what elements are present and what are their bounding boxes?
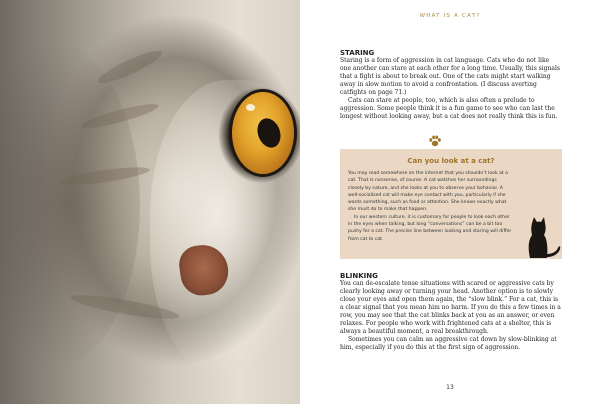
paw-print-icon xyxy=(428,134,442,148)
cat-silhouette-icon xyxy=(516,213,562,259)
sidebar-paragraph-2: In our western culture, it is customary for people to look each other in the eyes when talking, but long “conversations” can be a bit too pushy for a cat. The precise line between looking and staring will differ from cat to cat. xyxy=(348,214,512,242)
running-head: WHAT IS A CAT? xyxy=(419,13,481,19)
eye-glint xyxy=(246,104,255,111)
sidebar-paragraph-1: You may read somewhere on the internet that you shouldn’t look at a cat. That is nonsense, of course. A cat watches her surroundings closely by nature, and she looks at you to observe your behavior. A well-socialized cat will make eye contact with you, particularly if she wants something, such as food or attention. She knows exactly what she must do to make that happen. xyxy=(348,171,508,213)
staring-paragraph-1: Staring is a form of aggression in cat language. Cats who do not like one another can stare at each other for a long time. Usually, this signals that a fight is about to break out. One of the cats might start walking away in slow motion to avoid a confrontation. (I discuss averting catfights on page 71.) xyxy=(340,57,560,96)
sidebar-box xyxy=(340,149,562,259)
staring-section xyxy=(340,49,562,121)
blinking-heading: BLINKING xyxy=(340,272,378,280)
page-number: 13 xyxy=(446,384,454,391)
blinking-paragraph-2: Sometimes you can calm an aggressive cat down by slow-blinking at him, especially if you do this at the first sign of aggression. xyxy=(340,336,557,351)
fur-shadow xyxy=(0,40,140,370)
blinking-paragraph-1: You can de-escalate tense situations with scared or aggressive cats by clearly looking away or turning your head. Another option is to slowly close your eyes and open them again, the “slow blink.” For a cat, this is a clear signal that you mean him no harm. If you do this a few times in a row, you may see that the cat blinks back at you as an answer, or even relaxes. For people who work with frightened cats at a shelter, this is always a beautiful moment, a real breakthrough. xyxy=(340,280,561,335)
fur-stripe xyxy=(95,46,164,88)
sidebar-body xyxy=(348,170,514,243)
blinking-section xyxy=(340,272,562,352)
staring-paragraph-2: Cats can stare at people, too, which is also often a prelude to aggression. Some people think it is a fun game to see who can last the longest without looking away, but a cat does not really think this is fun. xyxy=(340,97,558,120)
staring-heading: STARING xyxy=(340,49,375,57)
sidebar-title: Can you look at a cat? xyxy=(407,157,495,165)
text-page xyxy=(300,0,600,404)
